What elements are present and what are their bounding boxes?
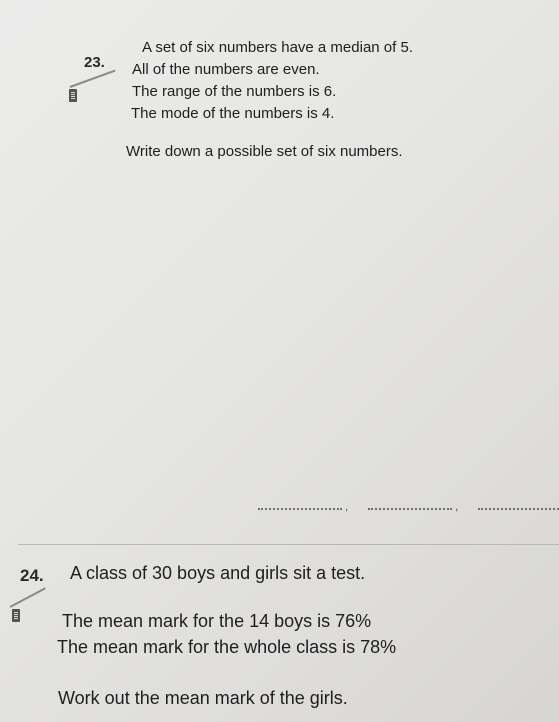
question-number: 24. [20, 566, 44, 585]
question-line: The mean mark for the whole class is 78% [57, 637, 397, 657]
question-instruction: Write down a possible set of six numbers. [126, 143, 403, 160]
answer-separator: , [455, 499, 459, 513]
question-instruction: Work out the mean mark of the girls. [58, 688, 348, 708]
section-divider [18, 544, 559, 545]
question-number: 23. [84, 54, 105, 71]
question-line: A set of six numbers have a median of 5. [142, 39, 413, 56]
answer-separator: , [345, 499, 349, 513]
question-line: All of the numbers are even. [132, 61, 320, 78]
question-intro: A class of 30 boys and girls sit a test. [70, 563, 366, 583]
answer-line[interactable] [368, 508, 452, 510]
question-line: The mean mark for the 14 boys is 76% [62, 611, 372, 631]
question-line: The range of the numbers is 6. [132, 83, 337, 100]
answer-line[interactable] [478, 508, 559, 510]
answer-line[interactable] [258, 508, 342, 510]
marks-icon [69, 89, 77, 102]
marks-icon [12, 609, 20, 622]
question-line: The mode of the numbers is 4. [131, 105, 335, 122]
pen-stroke [10, 587, 46, 608]
pen-stroke [70, 70, 116, 88]
